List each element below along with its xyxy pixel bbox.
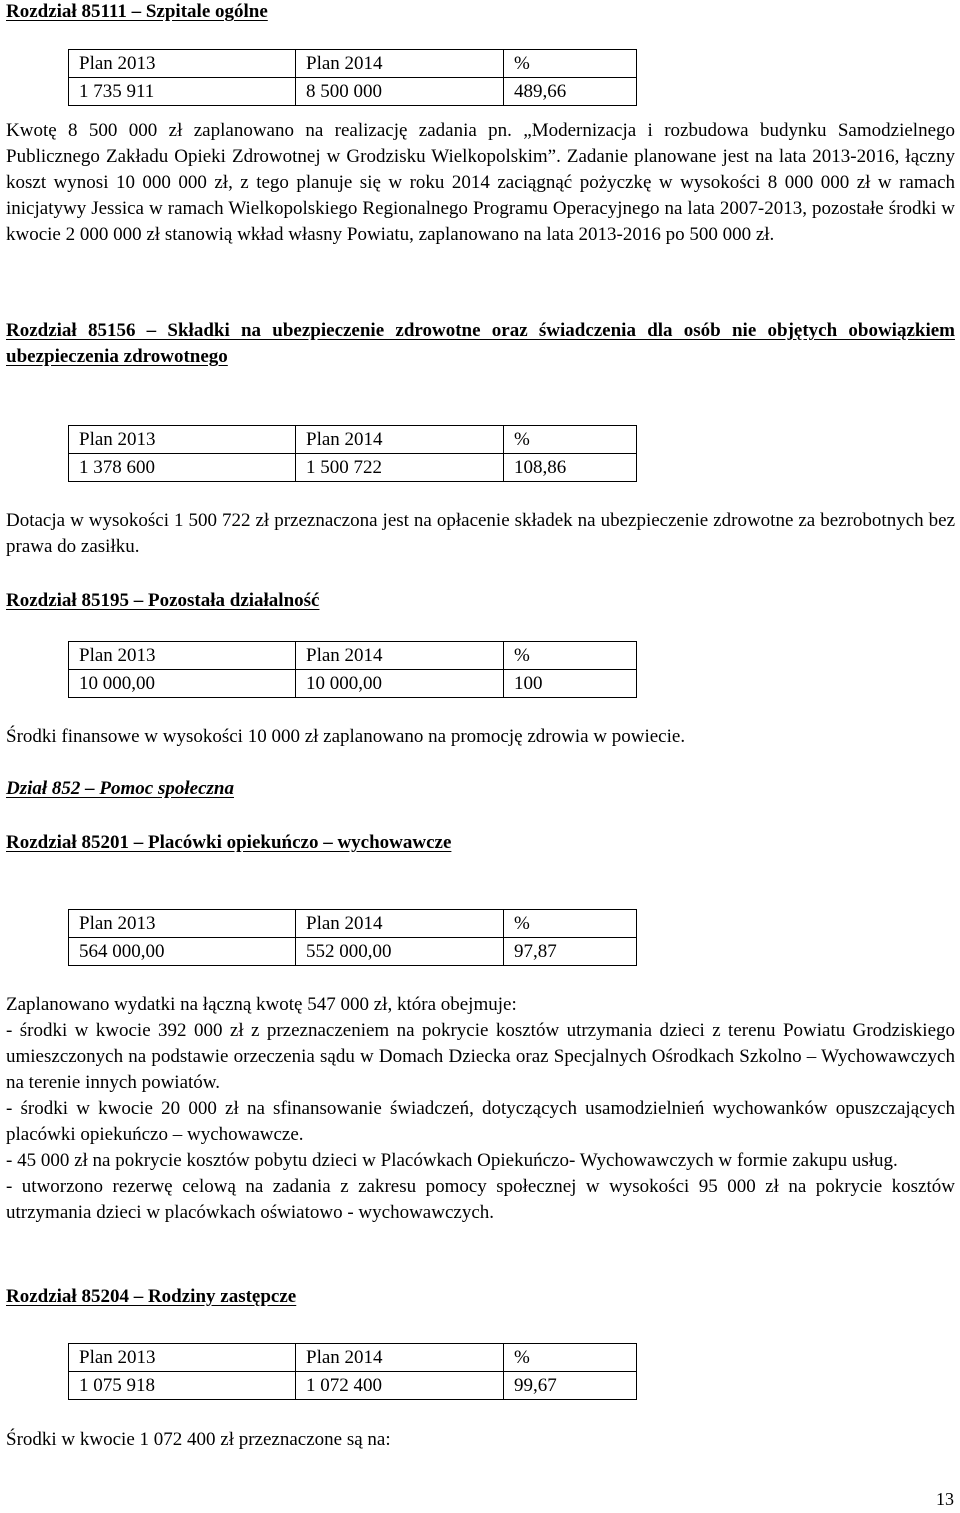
section-85204-paragraph: Środki w kwocie 1 072 400 zł przeznaczone są na: <box>6 1429 391 1450</box>
section-85201-heading: Rozdział 85201 – Placówki opiekuńczo – wychowawcze <box>6 832 452 853</box>
section-85195-heading: Rozdział 85195 – Pozostała działalność <box>6 590 320 611</box>
header-percent: % <box>504 1344 637 1372</box>
header-percent: % <box>504 642 637 670</box>
section-85156-heading: Rozdział 85156 – Składki na ubezpieczenie zdrowotne oraz świadczenia dla osób nie objętych obowiązkiem ubezpieczenia zdrowotnego <box>6 320 955 367</box>
list-item: - utworzono rezerwę celową na zadania z zakresu pomocy społecznej w wysokości 95 000 zł na pokrycie kosztów utrzymania dzieci w placówkach oświatowo - wychowawczych. <box>6 1176 955 1223</box>
header-percent: % <box>504 910 637 938</box>
header-percent: % <box>504 50 637 78</box>
list-item: - środki w kwocie 392 000 zł z przeznaczeniem na pokrycie kosztów utrzymania dzieci z terenu Powiatu Grodziskiego umieszczonych na podstawie orzeczenia sądu w Domach Dziecka oraz Specjalnych Ośrodkach Szkolno – Wychowawczych na terenie innych powiatów. <box>6 1020 955 1093</box>
list-item: - 45 000 zł na pokrycie kosztów pobytu dzieci w Placówkach Opiekuńczo- Wychowawczych w formie zakupu usług. <box>6 1150 898 1171</box>
header-plan-2013: Plan 2013 <box>69 50 296 78</box>
plan-table-85204 <box>68 1343 637 1400</box>
value-percent: 489,66 <box>504 78 637 106</box>
table-value-row <box>69 670 637 698</box>
page-number: 13 <box>936 1489 954 1509</box>
table-header-row <box>69 426 637 454</box>
plan-table-85195 <box>68 641 637 698</box>
table-header-row <box>69 910 637 938</box>
value-plan-2013: 1 378 600 <box>69 454 296 482</box>
plan-table-85201 <box>68 909 637 966</box>
dzial-852-heading: Dział 852 – Pomoc społeczna <box>6 778 234 799</box>
table-value-row <box>69 78 637 106</box>
value-plan-2014: 8 500 000 <box>296 78 504 106</box>
header-plan-2014: Plan 2014 <box>296 1344 504 1372</box>
table-value-row <box>69 454 637 482</box>
list-item: - środki w kwocie 20 000 zł na sfinansowanie świadczeń, dotyczących usamodzielnień wychowanków opuszczających placówki opiekuńczo – wychowawcze. <box>6 1098 955 1145</box>
value-percent: 97,87 <box>504 938 637 966</box>
header-plan-2014: Plan 2014 <box>296 642 504 670</box>
section-85201-body <box>6 992 955 1226</box>
plan-table-85111 <box>68 49 637 106</box>
value-plan-2013: 10 000,00 <box>69 670 296 698</box>
table-header-row <box>69 1344 637 1372</box>
value-plan-2013: 1 735 911 <box>69 78 296 106</box>
table-header-row <box>69 50 637 78</box>
value-plan-2014: 10 000,00 <box>296 670 504 698</box>
section-85201-intro: Zaplanowano wydatki na łączną kwotę 547 000 zł, która obejmuje: <box>6 994 517 1015</box>
section-85156-paragraph: Dotacja w wysokości 1 500 722 zł przeznaczona jest na opłacenie składek na ubezpieczenie zdrowotne za bezrobotnych bez prawa do zasiłku. <box>6 510 955 557</box>
header-plan-2013: Plan 2013 <box>69 910 296 938</box>
section-85204-heading: Rozdział 85204 – Rodziny zastępcze <box>6 1286 297 1307</box>
header-plan-2014: Plan 2014 <box>296 910 504 938</box>
value-plan-2013: 1 075 918 <box>69 1372 296 1400</box>
header-percent: % <box>504 426 637 454</box>
value-plan-2014: 552 000,00 <box>296 938 504 966</box>
table-value-row <box>69 938 637 966</box>
section-85111-paragraph: Kwotę 8 500 000 zł zaplanowano na realizację zadania pn. „Modernizacja i rozbudowa budynku Samodzielnego Publicznego Zakładu Opieki Zdrowotnej w Grodzisku Wielkopolskim”. Zadanie planowane jest na lata 2013-2016, łączny koszt wynosi 10 000 000 zł, z tego planuje się w roku 2014 zaciągnąć pożyczkę w wysokości 8 000 000 zł w ramach inicjatywy Jessica w ramach Wielkopolskiego Regionalnego Programu Operacyjnego na lata 2007-2013, pozostałe środki w kwocie 2 000 000 zł stanowią wkład własny Powiatu, zaplanowano na lata 2013-2016 po 500 000 zł. <box>6 120 955 245</box>
section-85111 <box>6 0 955 25</box>
value-plan-2014: 1 500 722 <box>296 454 504 482</box>
value-percent: 99,67 <box>504 1372 637 1400</box>
header-plan-2013: Plan 2013 <box>69 642 296 670</box>
header-plan-2014: Plan 2014 <box>296 426 504 454</box>
header-plan-2013: Plan 2013 <box>69 426 296 454</box>
value-plan-2013: 564 000,00 <box>69 938 296 966</box>
header-plan-2013: Plan 2013 <box>69 1344 296 1372</box>
header-plan-2014: Plan 2014 <box>296 50 504 78</box>
section-heading: Rozdział 85111 – Szpitale ogólne <box>6 1 268 22</box>
value-percent: 108,86 <box>504 454 637 482</box>
value-plan-2014: 1 072 400 <box>296 1372 504 1400</box>
plan-table-85156 <box>68 425 637 482</box>
section-85195-paragraph: Środki finansowe w wysokości 10 000 zł zaplanowano na promocję zdrowia w powiecie. <box>6 726 686 747</box>
value-percent: 100 <box>504 670 637 698</box>
table-header-row <box>69 642 637 670</box>
table-value-row <box>69 1372 637 1400</box>
